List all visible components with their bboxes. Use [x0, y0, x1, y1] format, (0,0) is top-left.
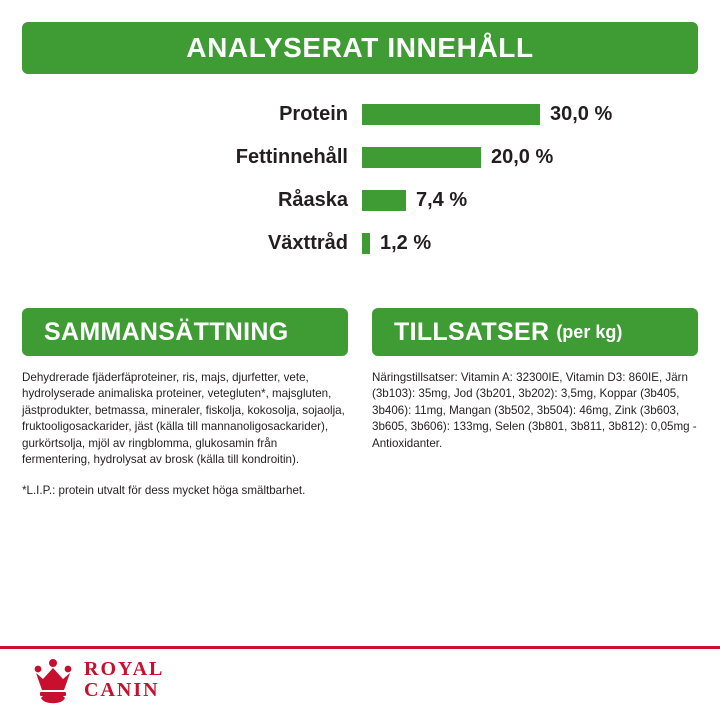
composition-text: Dehydrerade fjäderfäproteiner, ris, majs, djurfetter, vete, hydrolyserade animaliska proteiner, vetegluten*, majsgluten, jästprodukter, betmassa, mineraler, fiskolja, kokosolja, sojaolja, fruktooligosackarider, jäst (källa till mannanoligosackarider), gurkörtsolja, mjöl av ringblomma, glukosamin från fermentering, hydrolysat av brosk (källa till kondroitin). — [22, 371, 345, 467]
analysis-chart — [22, 96, 698, 268]
chart-value: 30,0 % — [550, 102, 613, 125]
chart-row — [22, 225, 698, 261]
composition-header — [22, 308, 348, 356]
chart-label: Fettinnehåll — [235, 145, 348, 168]
chart-bar-wrap — [362, 146, 698, 169]
chart-bar — [362, 190, 406, 211]
chart-bar — [362, 104, 540, 125]
analysis-header — [22, 22, 698, 74]
composition-header-title: SAMMANSÄTTNING — [44, 317, 289, 346]
chart-bar-wrap — [362, 232, 698, 255]
chart-row — [22, 182, 698, 218]
brand-wordmark — [84, 659, 164, 701]
composition-section — [22, 308, 348, 499]
chart-bar-wrap — [362, 103, 698, 126]
brand-line-2: CANIN — [84, 679, 160, 701]
analysis-header-title: ANALYSERAT INNEHÅLL — [186, 32, 534, 63]
composition-body — [22, 356, 348, 499]
additives-body — [372, 356, 698, 452]
additives-header-title: TILLSATSER — [394, 317, 550, 346]
chart-bar-wrap — [362, 189, 698, 212]
chart-label: Råaska — [277, 188, 348, 211]
chart-row — [22, 96, 698, 132]
chart-bar — [362, 233, 370, 254]
chart-bar — [362, 147, 481, 168]
chart-value: 20,0 % — [491, 145, 554, 168]
footer-divider — [0, 646, 720, 649]
brand-line-1: ROYAL — [84, 658, 165, 680]
additives-text: Näringstillsatser: Vitamin A: 32300IE, Vitamin D3: 860IE, Järn (3b103): 35mg, Jod (3b201, 3b202): 3,5mg, Koppar (3b405, 3b406): 11mg, Mangan (3b502, 3b504): 46mg, Zink (3b603, 3b605, 3b606): 133mg, Selen (3b801, 3b811, 3b812): 0,05mg - Antioxidanter. — [372, 371, 697, 450]
chart-label: Protein — [279, 102, 348, 125]
crest-icon — [30, 654, 76, 706]
composition-footnote: *L.I.P.: protein utvalt för dess mycket höga smältbarhet. — [22, 483, 306, 497]
chart-value: 7,4 % — [416, 188, 468, 211]
additives-header-suffix: (per kg) — [556, 321, 623, 342]
brand-logo — [30, 654, 164, 706]
chart-row — [22, 139, 698, 175]
additives-section — [372, 308, 698, 452]
chart-value: 1,2 % — [380, 231, 432, 254]
additives-header — [372, 308, 698, 356]
chart-label: Växttråd — [267, 231, 348, 254]
